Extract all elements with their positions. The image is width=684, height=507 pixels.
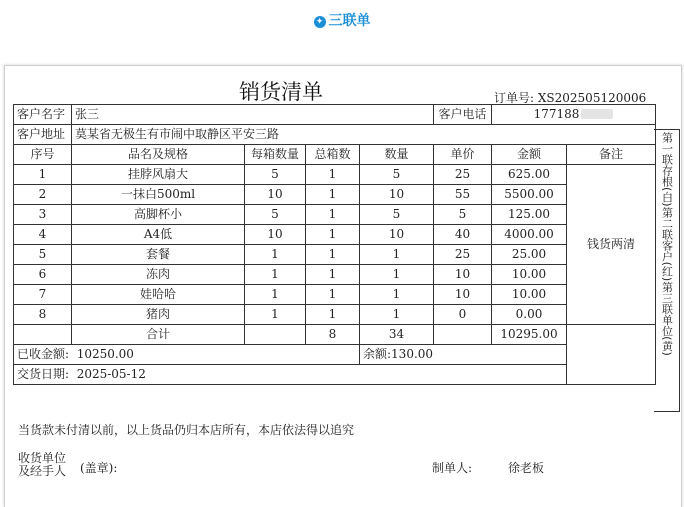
column-header: 备注	[567, 145, 656, 165]
table-row	[14, 165, 656, 185]
delivery-row	[14, 365, 656, 385]
cell-qty: 1	[360, 305, 434, 325]
table-row	[14, 245, 656, 265]
cell-per-box: 5	[245, 205, 306, 225]
cell-price: 25	[434, 165, 492, 185]
table-row	[14, 205, 656, 225]
cell-qty: 1	[360, 285, 434, 305]
balance-value: 130.00	[391, 347, 434, 361]
customer-phone: 177188	[533, 107, 580, 121]
total-row	[14, 325, 656, 345]
cell-qty: 1	[360, 265, 434, 285]
cell-amount: 125.00	[492, 205, 567, 225]
cell-index: 5	[14, 245, 72, 265]
cell-boxes: 1	[306, 205, 360, 225]
cell-boxes: 1	[306, 305, 360, 325]
table-row	[14, 185, 656, 205]
delivery-value: 2025-05-12	[76, 367, 146, 381]
cell-per-box: 1	[245, 265, 306, 285]
order-number-label: 订单号:	[494, 91, 535, 105]
customer-address: 莫某省无极生有市闹中取静区平安三路	[72, 125, 656, 145]
cell-index: 2	[14, 185, 72, 205]
cell-per-box: 10	[245, 225, 306, 245]
cell-per-box: 1	[245, 245, 306, 265]
column-header: 金额	[492, 145, 567, 165]
cell-index: 6	[14, 265, 72, 285]
total-amount: 10295.00	[492, 325, 567, 345]
total-label: 合计	[72, 325, 245, 345]
delivery-date	[14, 365, 567, 385]
cell-boxes: 1	[306, 285, 360, 305]
cell-qty: 10	[360, 185, 434, 205]
balance-label: 余额:	[363, 347, 392, 361]
delivery-label: 交货日期:	[17, 367, 70, 381]
cell-amount: 5500.00	[492, 185, 567, 205]
cell-per-box: 5	[245, 165, 306, 185]
copy-note: 第一联存根(白)第二联客户(红)第三联单位(黄)	[660, 132, 674, 356]
cell-boxes: 1	[306, 185, 360, 205]
cell-product: A4低	[72, 225, 245, 245]
receiver-label	[18, 452, 66, 478]
received-amount	[14, 345, 360, 365]
received-label: 已收金额:	[17, 347, 70, 361]
cell-amount: 0.00	[492, 305, 567, 325]
maker-name: 徐老板	[508, 461, 545, 475]
cell-per-box: 10	[245, 185, 306, 205]
cell-index: 1	[14, 165, 72, 185]
cell-amount: 10.00	[492, 285, 567, 305]
customer-address-label: 客户地址	[14, 125, 72, 145]
column-header: 每箱数量	[245, 145, 306, 165]
balance-amount	[360, 345, 567, 365]
cell-amount: 625.00	[492, 165, 567, 185]
customer-address-row	[14, 125, 656, 145]
document-title: 销货清单	[239, 80, 323, 104]
ownership-notice: 当货款未付清以前，以上货品仍归本店所有，本店依法得以追究	[18, 423, 355, 437]
cell-qty: 1	[360, 245, 434, 265]
column-header: 序号	[14, 145, 72, 165]
cell-price: 10	[434, 265, 492, 285]
table-row	[14, 285, 656, 305]
receiver-label-line-1: 收货单位	[18, 451, 67, 465]
cell-product: 一抹白500ml	[72, 185, 245, 205]
cell-price: 25	[434, 245, 492, 265]
customer-phone-cell	[492, 105, 656, 125]
header-title	[0, 10, 684, 30]
cell-index: 4	[14, 225, 72, 245]
table-row	[14, 225, 656, 245]
table-row	[14, 305, 656, 325]
cell-product: 高脚杯小	[72, 205, 245, 225]
table-row	[14, 265, 656, 285]
cell-price: 5	[434, 205, 492, 225]
cell-product: 挂脖风扇大	[72, 165, 245, 185]
star-icon: ✦	[314, 16, 326, 28]
cell-amount: 25.00	[492, 245, 567, 265]
table-header-row	[14, 145, 656, 165]
cell-price: 0	[434, 305, 492, 325]
cell-price: 55	[434, 185, 492, 205]
total-boxes: 8	[306, 325, 360, 345]
customer-name: 张三	[72, 105, 434, 125]
cell-product: 娃哈哈	[72, 285, 245, 305]
cell-price: 40	[434, 225, 492, 245]
cell-qty: 5	[360, 205, 434, 225]
remark-cell: 钱货两清	[567, 165, 656, 325]
order-number-value: XS202505120006	[537, 91, 647, 105]
total-qty: 34	[360, 325, 434, 345]
copy-note-column	[654, 129, 680, 412]
cell-boxes: 1	[306, 165, 360, 185]
customer-name-row	[14, 105, 656, 125]
header-title-text: 三联单	[328, 13, 371, 29]
stamp-label: (盖章):	[80, 461, 118, 475]
cell-per-box: 1	[245, 305, 306, 325]
column-header: 单价	[434, 145, 492, 165]
cell-amount: 10.00	[492, 265, 567, 285]
received-value: 10250.00	[76, 347, 134, 361]
column-header: 品名及规格	[72, 145, 245, 165]
cell-boxes: 1	[306, 245, 360, 265]
cell-qty: 5	[360, 165, 434, 185]
cell-per-box: 1	[245, 285, 306, 305]
payment-row	[14, 345, 656, 365]
cell-index: 3	[14, 205, 72, 225]
cell-price: 10	[434, 285, 492, 305]
receiver-label-line-2: 及经手人	[18, 464, 67, 478]
customer-name-label: 客户名字	[14, 105, 72, 125]
column-header: 总箱数	[306, 145, 360, 165]
maker-label: 制单人:	[432, 461, 473, 475]
invoice-table	[13, 104, 656, 385]
cell-product: 猪肉	[72, 305, 245, 325]
cell-product: 冻肉	[72, 265, 245, 285]
cell-boxes: 1	[306, 265, 360, 285]
column-header: 数量	[360, 145, 434, 165]
cell-amount: 4000.00	[492, 225, 567, 245]
cell-product: 套餐	[72, 245, 245, 265]
customer-phone-label: 客户电话	[434, 105, 492, 125]
cell-boxes: 1	[306, 225, 360, 245]
redacted-phone-digits	[581, 109, 613, 119]
cell-index: 7	[14, 285, 72, 305]
cell-index: 8	[14, 305, 72, 325]
cell-qty: 10	[360, 225, 434, 245]
